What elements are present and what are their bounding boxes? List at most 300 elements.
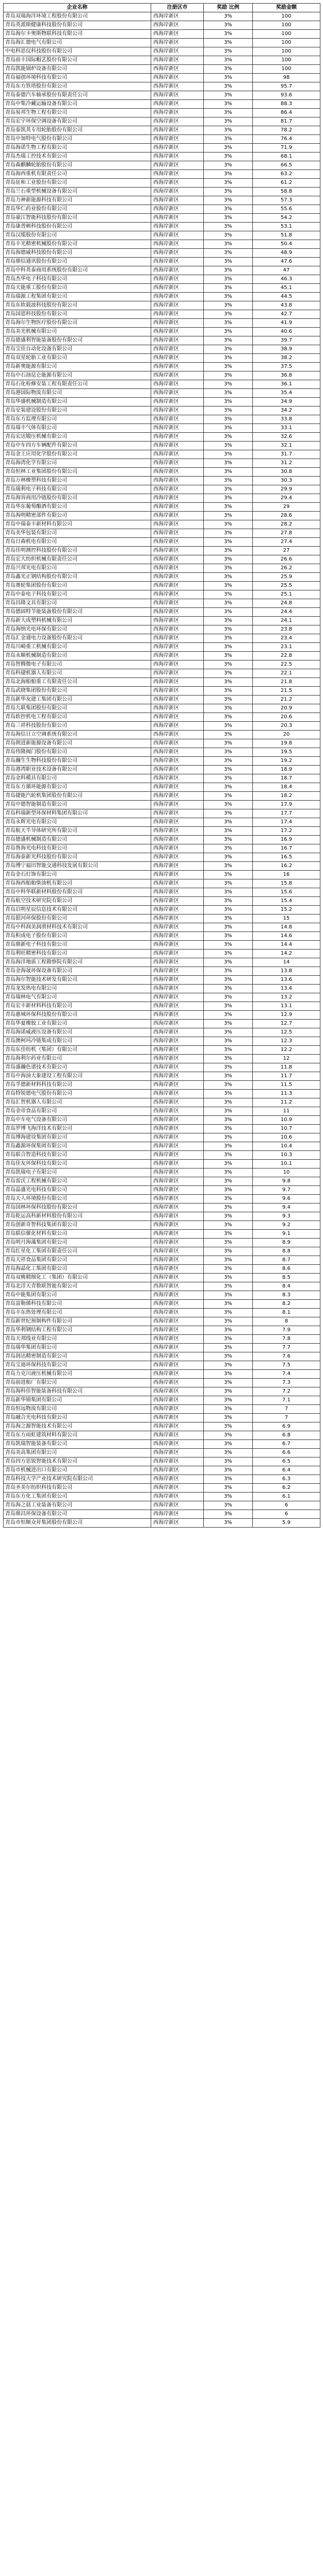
award-amount-cell: 8.4 [253, 1282, 320, 1291]
company-name-cell: 青岛国恩科技股份有限公司 [4, 310, 151, 319]
company-name-cell: 青岛九联集团股份有限公司 [4, 704, 151, 713]
award-ratio-cell: 3% [204, 477, 253, 485]
company-name-cell: 青岛捷能汽轮机集团股份有限公司 [4, 792, 151, 801]
table-row [4, 617, 320, 625]
award-amount-cell: 19.8 [253, 739, 320, 748]
company-name-cell: 青岛杰华电子科技有限公司 [4, 275, 151, 284]
district-cell: 西海岸新区 [151, 1414, 204, 1422]
award-ratio-cell: 3% [204, 170, 253, 179]
award-ratio-cell: 3% [204, 39, 253, 47]
award-amount-cell: 7.2 [253, 1387, 320, 1396]
table-row [4, 1405, 320, 1414]
company-name-cell: 青岛启明星辰信息技术有限公司 [4, 906, 151, 914]
award-ratio-cell: 3% [204, 634, 253, 643]
award-ratio-cell: 3% [204, 520, 253, 529]
table-row [4, 371, 320, 380]
district-cell: 西海岸新区 [151, 406, 204, 415]
award-amount-cell: 6.7 [253, 1440, 320, 1449]
company-name-cell: 青岛鼎昌环保设备有限公司 [4, 1510, 151, 1519]
award-amount-cell: 71.9 [253, 144, 320, 152]
award-ratio-cell: 3% [204, 809, 253, 818]
company-name-cell: 青岛兰石重型机械设备有限公司 [4, 188, 151, 196]
table-row [4, 862, 320, 871]
company-name-cell: 青岛华仁药业股份有限公司 [4, 205, 151, 214]
award-ratio-cell: 3% [204, 1072, 253, 1081]
award-amount-cell: 81.7 [253, 117, 320, 126]
award-amount-cell: 21.2 [253, 696, 320, 704]
company-name-cell: 青岛海晶化工集团有限公司 [4, 1265, 151, 1274]
award-ratio-cell: 3% [204, 801, 253, 809]
district-cell: 西海岸新区 [151, 976, 204, 985]
award-amount-cell: 6.1 [253, 1493, 320, 1501]
table-row [4, 1265, 320, 1274]
table-row [4, 91, 320, 100]
award-amount-cell: 7.5 [253, 1361, 320, 1370]
award-amount-cell: 9.6 [253, 1195, 320, 1204]
company-name-cell: 青岛明月海藻集团有限公司 [4, 1239, 151, 1247]
award-ratio-cell: 3% [204, 1168, 253, 1177]
table-row [4, 1335, 320, 1344]
award-ratio-cell: 3% [204, 1449, 253, 1458]
award-ratio-cell: 3% [204, 1274, 253, 1282]
table-row [4, 1151, 320, 1160]
award-ratio-cell: 3% [204, 1422, 253, 1431]
company-name-cell: 青岛海科佳智能装备科技有限公司 [4, 1387, 151, 1396]
district-cell: 西海岸新区 [151, 1510, 204, 1519]
company-name-cell: 青岛中泰电子科技有限公司 [4, 590, 151, 599]
award-amount-cell: 23.1 [253, 643, 320, 652]
award-ratio-cell: 3% [204, 818, 253, 827]
table-row [4, 1177, 320, 1186]
award-amount-cell: 34.9 [253, 398, 320, 406]
award-amount-cell: 20.3 [253, 722, 320, 731]
district-cell: 西海岸新区 [151, 336, 204, 345]
award-ratio-cell: 3% [204, 617, 253, 625]
award-amount-cell: 48.9 [253, 249, 320, 258]
district-cell: 西海岸新区 [151, 1186, 204, 1195]
award-ratio-cell: 3% [204, 47, 253, 56]
district-cell: 西海岸新区 [151, 1344, 204, 1352]
company-name-cell: 青岛天祥食品集团有限公司 [4, 1256, 151, 1265]
award-table [3, 3, 320, 1528]
company-name-cell: 青岛凯能锅炉设备有限公司 [4, 65, 151, 74]
company-name-cell: 青岛海明精密部件有限公司 [4, 512, 151, 520]
award-ratio-cell: 3% [204, 1431, 253, 1440]
district-cell: 西海岸新区 [151, 1177, 204, 1186]
award-ratio-cell: 3% [204, 406, 253, 415]
company-name-cell: 青岛前丰国际帽艺股份有限公司 [4, 56, 151, 65]
award-amount-cell: 100 [253, 65, 320, 74]
award-ratio-cell: 3% [204, 976, 253, 985]
table-row [4, 231, 320, 240]
table-row [4, 1466, 320, 1475]
award-ratio-cell: 3% [204, 766, 253, 774]
table-row [4, 293, 320, 301]
award-ratio-cell: 3% [204, 1361, 253, 1370]
company-name-cell: 青岛兴邦光电有限公司 [4, 564, 151, 573]
district-cell: 西海岸新区 [151, 91, 204, 100]
table-row [4, 1028, 320, 1037]
award-ratio-cell: 3% [204, 1335, 253, 1344]
award-ratio-cell: 3% [204, 433, 253, 442]
table-row [4, 301, 320, 310]
award-ratio-cell: 3% [204, 696, 253, 704]
table-row [4, 56, 320, 65]
table-row [4, 687, 320, 696]
company-name-cell: 青岛盛瀚色谱技术有限公司 [4, 1063, 151, 1072]
table-row [4, 468, 320, 477]
company-name-cell: 青岛软控机电工程有限公司 [4, 713, 151, 722]
company-name-cell: 青岛银河环保股份有限公司 [4, 914, 151, 923]
company-name-cell: 青岛海尔生物医疗股份有限公司 [4, 319, 151, 328]
table-body [4, 12, 320, 1528]
award-ratio-cell: 3% [204, 1484, 253, 1493]
award-ratio-cell: 3% [204, 538, 253, 547]
award-ratio-cell: 3% [204, 950, 253, 958]
award-amount-cell: 21.8 [253, 678, 320, 687]
company-name-cell: 青岛科瑞新型环保材料集团有限公司 [4, 809, 151, 818]
company-name-cell: 青岛海西重机有限责任公司 [4, 170, 151, 179]
award-ratio-cell: 3% [204, 1291, 253, 1300]
table-row [4, 82, 320, 91]
award-ratio-cell: 3% [204, 205, 253, 214]
award-amount-cell: 22.1 [253, 669, 320, 678]
award-amount-cell: 8.6 [253, 1265, 320, 1274]
award-ratio-cell: 3% [204, 1256, 253, 1265]
district-cell: 西海岸新区 [151, 152, 204, 161]
table-row [4, 1414, 320, 1422]
district-cell: 西海岸新区 [151, 223, 204, 231]
district-cell: 西海岸新区 [151, 739, 204, 748]
award-ratio-cell: 3% [204, 91, 253, 100]
company-name-cell: 青岛金海晟环保设备有限公司 [4, 967, 151, 976]
award-ratio-cell: 3% [204, 888, 253, 897]
district-cell: 西海岸新区 [151, 144, 204, 152]
award-amount-cell: 100 [253, 39, 320, 47]
award-ratio-cell: 3% [204, 844, 253, 853]
table-row [4, 223, 320, 231]
table-row [4, 713, 320, 722]
table-row [4, 117, 320, 126]
table-row [4, 1387, 320, 1396]
award-ratio-cell: 3% [204, 1221, 253, 1230]
award-amount-cell: 8.7 [253, 1256, 320, 1265]
table-row [4, 1160, 320, 1168]
table-row [4, 1431, 320, 1440]
company-name-cell: 青岛凯瑞智能装备有限公司 [4, 1440, 151, 1449]
company-name-cell: 青岛宝迪环保科技有限公司 [4, 1361, 151, 1370]
company-name-cell: 青岛安装建设股份有限公司 [4, 406, 151, 415]
district-cell: 西海岸新区 [151, 450, 204, 459]
district-cell: 西海岸新区 [151, 1195, 204, 1204]
award-amount-cell: 11.7 [253, 1072, 320, 1081]
header-district: 注册区市 [151, 4, 204, 12]
district-cell: 西海岸新区 [151, 625, 204, 634]
company-name-cell: 青岛德盛机械制造有限公司 [4, 836, 151, 844]
company-name-cell: 青岛海尔卡奥斯物联科技有限公司 [4, 30, 151, 39]
table-row [4, 573, 320, 582]
award-ratio-cell: 3% [204, 214, 253, 223]
district-cell: 西海岸新区 [151, 766, 204, 774]
company-name-cell: 青岛天能重工股份有限公司 [4, 284, 151, 293]
award-amount-cell: 27.8 [253, 529, 320, 538]
district-cell: 西海岸新区 [151, 1501, 204, 1510]
company-name-cell: 青岛中车电气设备有限公司 [4, 1116, 151, 1125]
table-row [4, 144, 320, 152]
table-row [4, 433, 320, 442]
company-name-cell: 青岛海利尔药业有限公司 [4, 1055, 151, 1063]
table-row [4, 906, 320, 914]
table-row [4, 696, 320, 704]
district-cell: 西海岸新区 [151, 1326, 204, 1335]
district-cell: 西海岸新区 [151, 582, 204, 590]
award-amount-cell: 100 [253, 30, 320, 39]
company-name-cell: 青岛森麒麟轮胎股份有限公司 [4, 161, 151, 170]
company-name-cell: 青岛红星化工集团有限责任公司 [4, 1247, 151, 1256]
district-cell: 西海岸新区 [151, 1037, 204, 1046]
district-cell: 西海岸新区 [151, 1020, 204, 1028]
district-cell: 西海岸新区 [151, 1072, 204, 1081]
award-ratio-cell: 3% [204, 398, 253, 406]
company-name-cell: 青岛宏丰新材料科技有限公司 [4, 1002, 151, 1011]
district-cell: 西海岸新区 [151, 564, 204, 573]
company-name-cell: 青岛征和工业股份有限公司 [4, 179, 151, 188]
award-amount-cell: 9.1 [253, 1230, 320, 1239]
award-ratio-cell: 3% [204, 319, 253, 328]
district-cell: 西海岸新区 [151, 424, 204, 433]
award-ratio-cell: 3% [204, 678, 253, 687]
company-name-cell: 青岛瀚生生物科技股份有限公司 [4, 757, 151, 766]
award-amount-cell: 44.5 [253, 293, 320, 301]
table-row [4, 1195, 320, 1204]
award-amount-cell: 34.2 [253, 406, 320, 415]
district-cell: 西海岸新区 [151, 906, 204, 914]
award-amount-cell: 15.8 [253, 879, 320, 888]
award-amount-cell: 10 [253, 1168, 320, 1177]
table-row [4, 1090, 320, 1098]
award-ratio-cell: 3% [204, 12, 253, 21]
award-amount-cell: 54.2 [253, 214, 320, 223]
company-name-cell: 青岛龙发热电有限公司 [4, 985, 151, 993]
district-cell: 西海岸新区 [151, 678, 204, 687]
table-row [4, 678, 320, 687]
award-amount-cell: 31.7 [253, 450, 320, 459]
company-name-cell: 青岛港国际物流有限公司 [4, 389, 151, 398]
company-name-cell: 青岛东佳纺机（集团）有限公司 [4, 1046, 151, 1055]
award-ratio-cell: 3% [204, 293, 253, 301]
award-ratio-cell: 3% [204, 1239, 253, 1247]
district-cell: 西海岸新区 [151, 459, 204, 468]
table-row [4, 1230, 320, 1239]
table-row [4, 477, 320, 485]
district-cell: 西海岸新区 [151, 1466, 204, 1475]
district-cell: 西海岸新区 [151, 634, 204, 643]
award-amount-cell: 24.1 [253, 617, 320, 625]
award-amount-cell: 7.6 [253, 1352, 320, 1361]
company-name-cell: 青岛海诺生物工程有限公司 [4, 144, 151, 152]
district-cell: 西海岸新区 [151, 301, 204, 310]
table-row [4, 1493, 320, 1501]
company-name-cell: 青岛日森机电有限公司 [4, 538, 151, 547]
award-amount-cell: 13.4 [253, 985, 320, 993]
award-ratio-cell: 3% [204, 547, 253, 555]
company-name-cell: 青岛鑫光正钢结构股份有限公司 [4, 573, 151, 582]
table-row [4, 1440, 320, 1449]
award-amount-cell: 17.2 [253, 827, 320, 836]
district-cell: 西海岸新区 [151, 914, 204, 923]
award-amount-cell: 7.9 [253, 1326, 320, 1335]
company-name-cell: 青岛晶盛光电科技有限公司 [4, 1186, 151, 1195]
table-row [4, 109, 320, 117]
table-row [4, 1396, 320, 1405]
table-row [4, 135, 320, 144]
award-ratio-cell: 3% [204, 415, 253, 424]
company-name-cell: 青岛英派斯健康科技股份有限公司 [4, 21, 151, 30]
award-amount-cell: 6.8 [253, 1431, 320, 1440]
award-amount-cell: 10.1 [253, 1160, 320, 1168]
company-name-cell: 青岛国林环保科技股份有限公司 [4, 1204, 151, 1212]
table-row [4, 249, 320, 258]
award-amount-cell: 42.7 [253, 310, 320, 319]
company-name-cell: 青岛三祥科技股份有限公司 [4, 722, 151, 731]
company-name-cell: 青岛福创环境科技有限公司 [4, 74, 151, 82]
company-name-cell: 青岛昌隆文具有限公司 [4, 599, 151, 608]
award-amount-cell: 37.5 [253, 363, 320, 371]
award-amount-cell: 12.3 [253, 1037, 320, 1046]
table-row [4, 660, 320, 669]
table-row [4, 836, 320, 844]
district-cell: 西海岸新区 [151, 643, 204, 652]
award-ratio-cell: 3% [204, 284, 253, 293]
table-row [4, 1317, 320, 1326]
district-cell: 西海岸新区 [151, 888, 204, 897]
district-cell: 西海岸新区 [151, 1256, 204, 1265]
company-name-cell: 青岛海之源智能技术有限公司 [4, 1422, 151, 1431]
award-ratio-cell: 3% [204, 932, 253, 941]
district-cell: 西海岸新区 [151, 442, 204, 450]
award-amount-cell: 12.5 [253, 1028, 320, 1037]
district-cell: 西海岸新区 [151, 1484, 204, 1493]
award-ratio-cell: 3% [204, 240, 253, 249]
company-name-cell: 青岛新奥能源有限公司 [4, 363, 151, 371]
award-amount-cell: 11.2 [253, 1098, 320, 1107]
award-ratio-cell: 3% [204, 704, 253, 713]
award-ratio-cell: 3% [204, 1466, 253, 1475]
company-name-cell: 青岛金石灯饰有限公司 [4, 871, 151, 879]
table-row [4, 179, 320, 188]
company-name-cell: 青岛特锐德电气股份有限公司 [4, 1090, 151, 1098]
award-ratio-cell: 3% [204, 871, 253, 879]
table-row [4, 196, 320, 205]
district-cell: 西海岸新区 [151, 757, 204, 766]
company-name-cell: 青岛雷沃工程机械有限公司 [4, 1177, 151, 1186]
district-cell: 西海岸新区 [151, 389, 204, 398]
award-amount-cell: 10.9 [253, 1116, 320, 1125]
award-ratio-cell: 3% [204, 442, 253, 450]
award-amount-cell: 19.2 [253, 757, 320, 766]
company-name-cell: 青岛双桃精细化工（集团）有限公司 [4, 1274, 151, 1282]
table-row [4, 1125, 320, 1133]
company-name-cell: 青岛中科润美润滑材料技术有限公司 [4, 923, 151, 932]
company-name-cell: 青岛海容商用冷链股份有限公司 [4, 494, 151, 503]
table-row [4, 625, 320, 634]
award-amount-cell: 10.7 [253, 1125, 320, 1133]
award-ratio-cell: 3% [204, 1475, 253, 1484]
company-name-cell: 青岛宏达锻压机械有限公司 [4, 433, 151, 442]
district-cell: 西海岸新区 [151, 485, 204, 494]
award-amount-cell: 63.2 [253, 170, 320, 179]
district-cell: 西海岸新区 [151, 512, 204, 520]
company-name-cell: 青岛海纳光电环保有限公司 [4, 625, 151, 634]
award-amount-cell: 7 [253, 1405, 320, 1414]
company-name-cell: 青岛中海油大象建设工程有限公司 [4, 1072, 151, 1081]
award-ratio-cell: 3% [204, 328, 253, 336]
company-name-cell: 青岛新大成塑料机械有限公司 [4, 617, 151, 625]
award-ratio-cell: 3% [204, 1370, 253, 1379]
district-cell: 西海岸新区 [151, 669, 204, 678]
award-amount-cell: 29.4 [253, 494, 320, 503]
award-amount-cell: 13.2 [253, 993, 320, 1002]
award-amount-cell: 9.2 [253, 1221, 320, 1230]
table-row [4, 1020, 320, 1028]
table-row [4, 827, 320, 836]
district-cell: 西海岸新区 [151, 82, 204, 91]
district-cell: 西海岸新区 [151, 179, 204, 188]
award-ratio-cell: 3% [204, 1090, 253, 1098]
district-cell: 西海岸新区 [151, 398, 204, 406]
district-cell: 西海岸新区 [151, 993, 204, 1002]
award-amount-cell: 16.2 [253, 862, 320, 871]
award-ratio-cell: 3% [204, 494, 253, 503]
award-ratio-cell: 3% [204, 967, 253, 976]
award-amount-cell: 16.7 [253, 844, 320, 853]
table-row [4, 1204, 320, 1212]
award-amount-cell: 9.3 [253, 1212, 320, 1221]
table-row [4, 932, 320, 941]
district-cell: 西海岸新区 [151, 783, 204, 792]
table-row [4, 284, 320, 293]
company-name-cell: 青岛中加特电气股份有限公司 [4, 135, 151, 144]
company-name-cell: 青岛川崎重工机械有限公司 [4, 643, 151, 652]
award-ratio-cell: 3% [204, 188, 253, 196]
district-cell: 西海岸新区 [151, 660, 204, 669]
district-cell: 西海岸新区 [151, 1458, 204, 1466]
district-cell: 西海岸新区 [151, 1300, 204, 1309]
district-cell: 西海岸新区 [151, 1431, 204, 1440]
district-cell: 西海岸新区 [151, 950, 204, 958]
award-amount-cell: 46.3 [253, 275, 320, 284]
award-amount-cell: 6.6 [253, 1449, 320, 1458]
award-ratio-cell: 3% [204, 1204, 253, 1212]
award-amount-cell: 22.5 [253, 660, 320, 669]
district-cell: 西海岸新区 [151, 170, 204, 179]
company-name-cell: 青岛东方雨虹建筑材料有限公司 [4, 1431, 151, 1440]
award-amount-cell: 17.4 [253, 818, 320, 827]
district-cell: 西海岸新区 [151, 599, 204, 608]
award-amount-cell: 10.3 [253, 1151, 320, 1160]
company-name-cell: 青岛双星轮胎工业有限公司 [4, 354, 151, 363]
company-name-cell: 青岛鼎信通讯股份有限公司 [4, 258, 151, 266]
table-row [4, 258, 320, 266]
table-row [4, 871, 320, 879]
table-row [4, 757, 320, 766]
award-amount-cell: 16.5 [253, 853, 320, 862]
table-row [4, 739, 320, 748]
district-cell: 西海岸新区 [151, 363, 204, 371]
table-row [4, 801, 320, 809]
award-amount-cell: 40.6 [253, 328, 320, 336]
district-cell: 西海岸新区 [151, 1405, 204, 1414]
